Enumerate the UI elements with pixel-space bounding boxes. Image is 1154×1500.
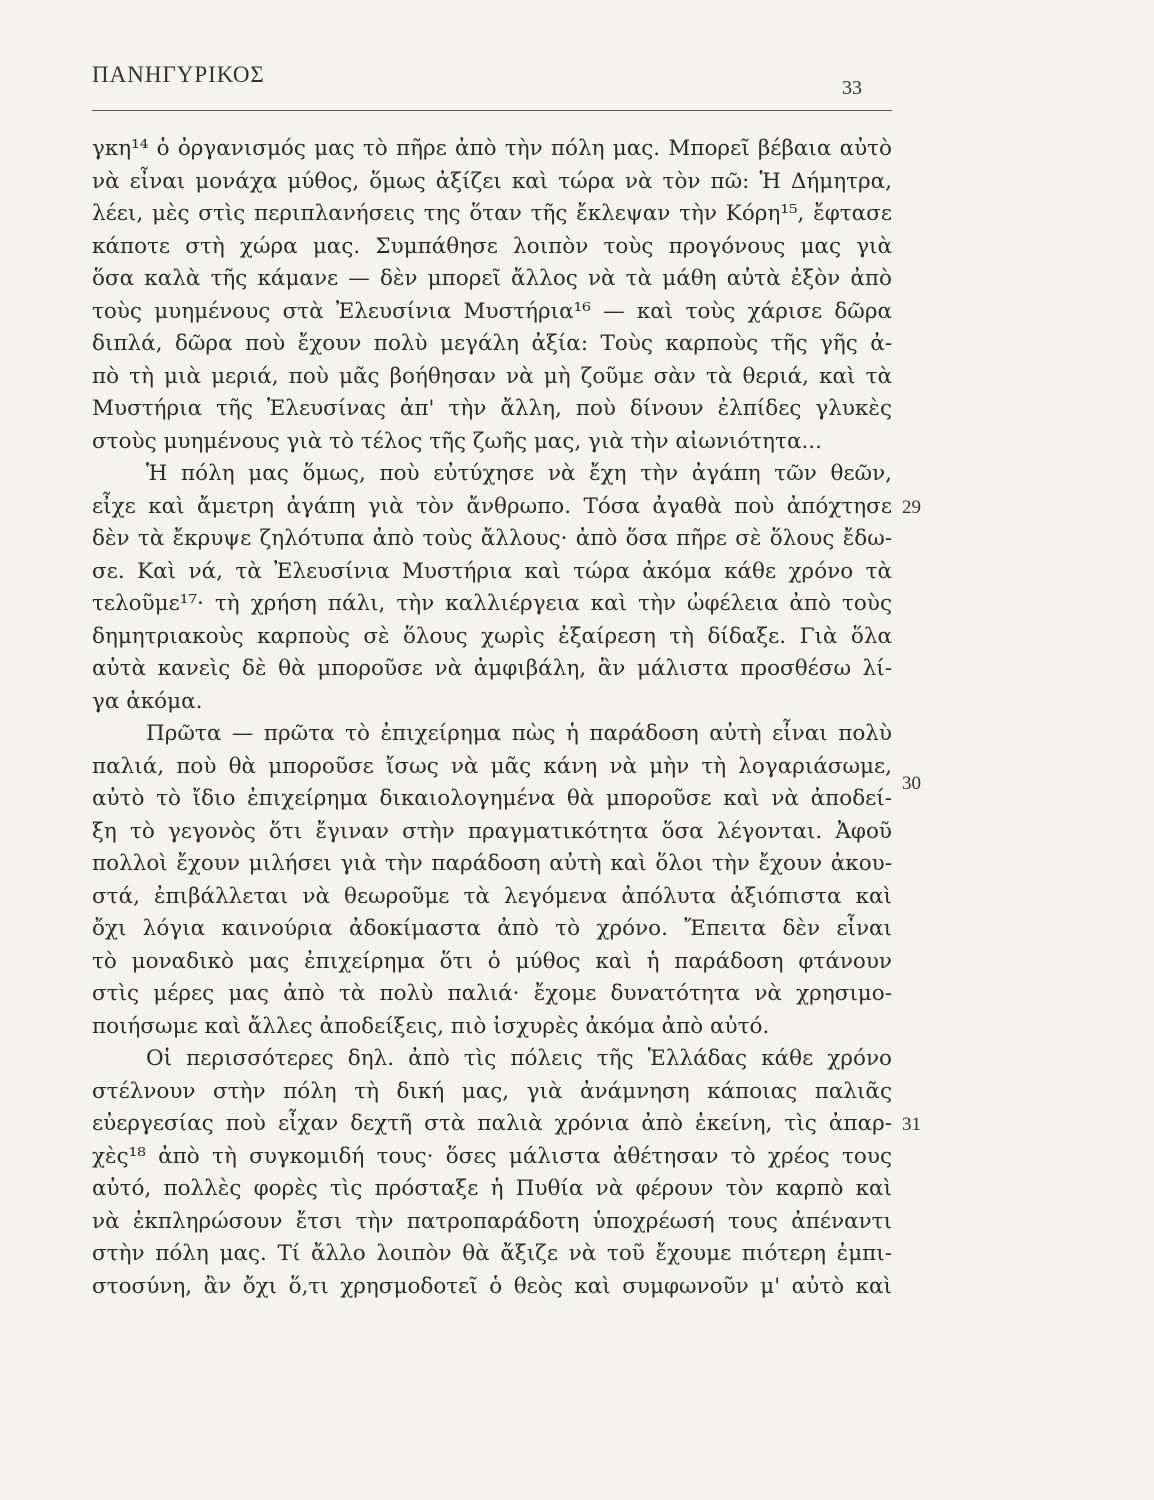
body-text: [92, 133, 892, 1303]
text-line: τὸ μοναδικὸ μας ἐπιχείρημα ὅτι ὁ μύθος καὶ ἡ παράδοση φτάνουν: [92, 948, 892, 974]
margin-section-number: 31: [902, 1114, 921, 1135]
text-line: ὅσα καλὰ τῆς κάμανε — δὲν μπορεῖ ἄλλος νὰ τὰ μάθη αὐτὰ ἐξὸν ἀπὸ: [92, 266, 892, 291]
text-line: Ἡ πόλη μας ὅμως, ποὺ εὐτύχησε νὰ ἔχη τὴν ἀγάπη τῶν θεῶν,: [146, 461, 892, 486]
text-line: διπλά, δῶρα ποὺ ἔχουν πολὺ μεγάλη ἀξία: Τοὺς καρποὺς τῆς γῆς ἀ-: [92, 331, 892, 356]
text-line: αὐτό, πολλὲς φορὲς τὶς πρόσταξε ἡ Πυθία νὰ φέρουν τὸν καρπὸ καὶ: [92, 1176, 892, 1201]
text-line: πὸ τὴ μιὰ μεριά, ποὺ μᾶς βοήθησαν νὰ μὴ ζοῦμε σὰν τὰ θεριά, καὶ τὰ: [92, 363, 892, 389]
text-line: Οἱ περισσότερες δηλ. ἀπὸ τὶς πόλεις τῆς Ἑλλάδας κάθε χρόνο: [146, 1046, 892, 1071]
text-line: στοὺς μυημένους γιὰ τὸ τέλος τῆς ζωῆς μας, γιὰ τὴν αἰωνιότητα...: [92, 428, 822, 454]
margin-section-number: 30: [902, 773, 921, 794]
text-line: Πρῶτα — πρῶτα τὸ ἐπιχείρημα πὼς ἡ παράδοση αὐτὴ εἶναι πολὺ: [146, 721, 892, 746]
margin-section-number: 29: [902, 497, 921, 518]
text-line: ὄχι λόγια καινούρια ἀδοκίμαστα ἀπὸ τὸ χρόνο. Ἔπειτα δὲν εἶναι: [92, 916, 892, 941]
text-line: γκη¹⁴ ὁ ὀργανισμός μας τὸ πῆρε ἀπὸ τὴν πόλη μας. Μπορεῖ βέβαια αὐτὸ: [92, 136, 892, 161]
text-line: ποιήσωμε καὶ ἄλλες ἀποδείξεις, πιὸ ἰσχυρὲς ἀκόμα ἀπὸ αὐτό.: [92, 1013, 770, 1039]
text-line: εὐεργεσίας ποὺ εἶχαν δεχτῆ στὰ παλιὰ χρόνια ἀπὸ ἐκείνη, τὶς ἀπαρ-: [92, 1111, 892, 1136]
text-line: στοσύνη, ἂν ὄχι ὅ,τι χρησμοδοτεῖ ὁ θεὸς καὶ συμφωνοῦν μ' αὐτὸ καὶ: [92, 1273, 892, 1299]
text-line: τελοῦμε¹⁷· τὴ χρήση πάλι, τὴν καλλιέργεια καὶ τὴν ὠφέλεια ἀπὸ τοὺς: [92, 591, 892, 616]
page-number: 33: [842, 77, 862, 99]
text-line: στὴν πόλη μας. Τί ἄλλο λοιπὸν θὰ ἄξιζε νὰ τοῦ ἔχουμε πιότερη ἐμπι-: [92, 1241, 892, 1266]
text-line: ξη τὸ γεγονὸς ὅτι ἔγιναν στὴν πραγματικότητα ὅσα λέγονται. Ἀφοῦ: [92, 818, 892, 844]
text-line: τοὺς μυημένους στὰ Ἐλευσίνια Μυστήρια¹⁶ — καὶ τοὺς χάρισε δῶρα: [92, 298, 892, 324]
text-line: παλιά, ποὺ θὰ μποροῦσε ἴσως νὰ μᾶς κάνη νὰ μὴν τὴ λογαριάσωμε,: [92, 753, 892, 779]
text-line: στέλνουν στὴν πόλη τὴ δική μας, γιὰ ἀνάμνηση κάποιας παλιᾶς: [92, 1078, 892, 1104]
text-line: λέει, μὲς στὶς περιπλανήσεις της ὅταν τῆς ἔκλεψαν τὴν Κόρη¹⁵, ἔφτασε: [92, 201, 892, 226]
text-line: Μυστήρια τῆς Ἐλευσίνας ἀπ' τὴν ἄλλη, ποὺ δίνουν ἐλπίδες γλυκὲς: [92, 396, 892, 421]
text-line: στά, ἐπιβάλλεται νὰ θεωροῦμε τὰ λεγόμενα ἀπόλυτα ἀξιόπιστα καὶ: [92, 883, 892, 909]
text-line: δημητριακοὺς καρποὺς σὲ ὅλους χωρὶς ἐξαίρεση τὴ δίδαξε. Γιὰ ὅλα: [92, 623, 892, 649]
text-line: γα ἀκόμα.: [92, 688, 203, 714]
header-rule: [92, 110, 892, 111]
text-line: δὲν τὰ ἔκρυψε ζηλότυπα ἀπὸ τοὺς ἄλλους· ἀπὸ ὅσα πῆρε σὲ ὅλους ἔδω-: [92, 526, 892, 551]
text-line: κάποτε στὴ χώρα μας. Συμπάθησε λοιπὸν τοὺς προγόνους μας γιὰ: [92, 233, 892, 259]
text-line: χὲς¹⁸ ἀπὸ τὴ συγκομιδή τους· ὅσες μάλιστα ἀθέτησαν τὸ χρέος τους: [92, 1143, 892, 1169]
text-line: στὶς μέρες μας ἀπὸ τὰ πολὺ παλιά· ἔχομε δυνατότητα νὰ χρησιμο-: [92, 981, 892, 1006]
text-line: εἶχε καὶ ἄμετρη ἀγάπη γιὰ τὸν ἄνθρωπο. Τόσα ἀγαθὰ ποὺ ἀπόχτησε: [92, 493, 892, 519]
text-line: νὰ ἐκπληρώσουν ἔτσι τὴν πατροπαράδοτη ὑποχρέωσή τους ἀπέναντι: [92, 1208, 892, 1234]
text-line: σε. Καὶ νά, τὰ Ἐλευσίνια Μυστήρια καὶ τώρα ἀκόμα κάθε χρόνο τὰ: [92, 558, 892, 584]
running-head: ΠΑΝΗΓΥΡΙΚΟΣ: [92, 62, 265, 87]
text-line: αὐτὰ κανεὶς δὲ θὰ μποροῦσε νὰ ἀμφιβάλη, ἂν μάλιστα προσθέσω λί-: [92, 656, 892, 681]
text-line: νὰ εἶναι μονάχα μύθος, ὅμως ἀξίζει καὶ τώρα νὰ τὸν πῶ: Ἡ Δήμητρα,: [92, 168, 892, 194]
text-line: πολλοὶ ἔχουν μιλήσει γιὰ τὴν παράδοση αὐτὴ καὶ ὅλοι τὴν ἔχουν ἀκου-: [92, 851, 892, 876]
text-line: αὐτὸ τὸ ἴδιο ἐπιχείρημα δικαιολογημένα θὰ μποροῦσε καὶ νὰ ἀποδεί-: [92, 786, 892, 811]
